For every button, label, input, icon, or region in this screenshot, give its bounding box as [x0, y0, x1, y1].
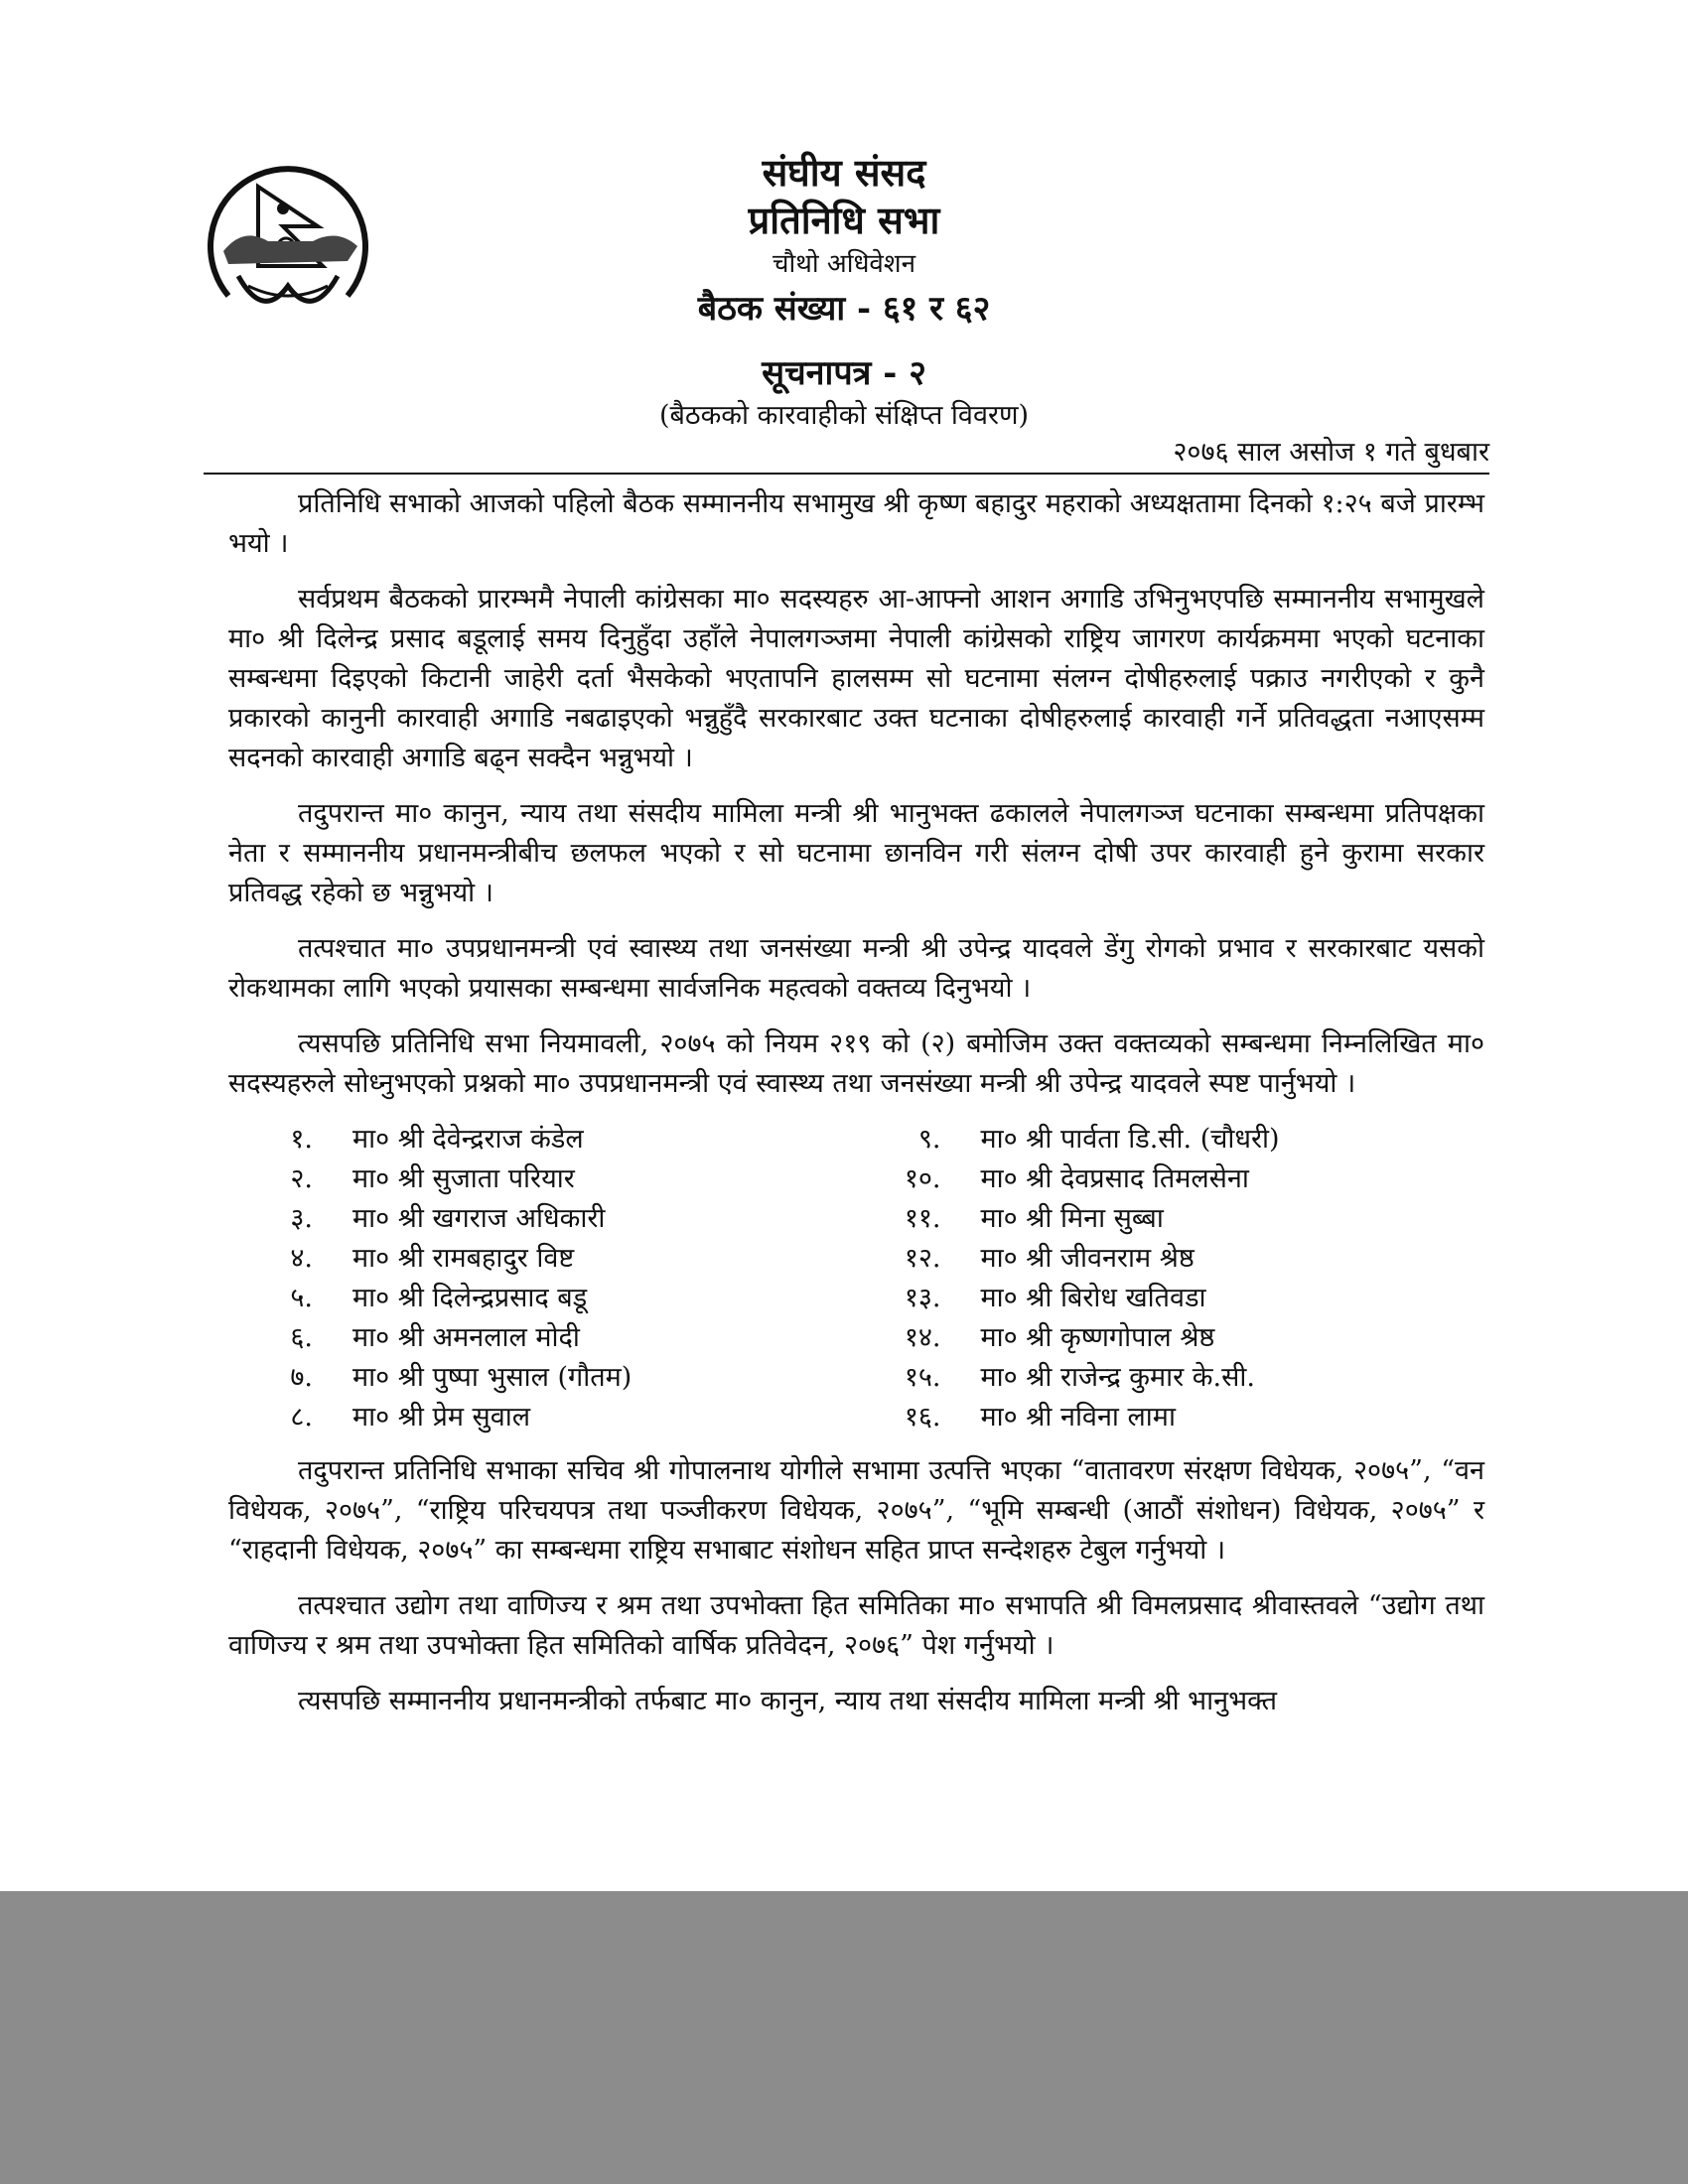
list-item: ६. मा० श्री अमनलाल मोदी	[290, 1322, 580, 1353]
list-item: ९. मा० श्री पार्वता डि.सी. (चौधरी)	[917, 1124, 1280, 1155]
list-item: १. मा० श्री देवेन्द्रराज कंडेल	[290, 1124, 584, 1155]
document-body	[228, 484, 1484, 1737]
members-column-left	[228, 1120, 857, 1437]
list-item: १०. मा० श्री देवप्रसाद तिमलसेना	[904, 1163, 1249, 1194]
paragraph-5: त्यसपछि प्रतिनिधि सभा नियमावली, २०७५ को नियम २१९ को (२) बमोजिम उक्त वक्तव्यको सम्बन्धमा निम्नलिखित मा० सदस्यहरुले सोध्नुभएको प्रश्नको मा० उपप्रधानमन्त्री एवं स्वास्थ्य तथा जनसंख्या मन्त्री श्री उपेन्द्र यादवले स्पष्ट पार्नुभयो ।	[228, 1028, 1484, 1099]
document-header	[556, 149, 1132, 334]
list-item: १३. मा० श्री बिरोध खतिवडा	[904, 1283, 1206, 1313]
header-session: चौथो अधिवेशन	[772, 249, 915, 279]
list-item: १२. मा० श्री जीवनराम श्रेष्ठ	[904, 1243, 1195, 1274]
members-column-right	[857, 1120, 1485, 1437]
paragraph-3: तदुपरान्त मा० कानुन, न्याय तथा संसदीय मामिला मन्त्री श्री भानुभक्त ढकालले नेपालगञ्ज घटनाका सम्बन्धमा प्रतिपक्षका नेता र सम्माननीय प्रधानमन्त्रीबीच छलफल भएको र सो घटनामा छानविन गरी संलग्न दोषी उपर कारवाही हुने कुरामा सरकार प्रतिवद्ध रहेको छ भन्नुभयो ।	[228, 798, 1484, 908]
paragraph-7: तत्पश्चात उद्योग तथा वाणिज्य र श्रम तथा उपभोक्ता हित समितिका मा० सभापति श्री विमलप्रसाद श्रीवास्तवले “उद्योग तथा वाणिज्य र श्रम तथा उपभोक्ता हित समितिको वार्षिक प्रतिवेदन, २०७६” पेश गर्नुभयो ।	[228, 1590, 1484, 1661]
paragraph-6: तदुपरान्त प्रतिनिधि सभाका सचिव श्री गोपालनाथ योगीले सभामा उत्पत्ति भएका “वातावरण संरक्षण विधेयक, २०७५”, “वन विधेयक, २०७५”, “राष्ट्रिय परिचयपत्र तथा पञ्जीकरण विधेयक, २०७५”, “भूमि सम्बन्धी (आठौं संशोधन) विधेयक, २०७५” र “राहदानी विधेयक, २०७५” का सम्बन्धमा राष्ट्रिय सभाबाट संशोधन सहित प्राप्त सन्देशहरु टेबुल गर्नुभयो ।	[228, 1455, 1484, 1566]
list-item: ८. मा० श्री प्रेम सुवाल	[290, 1402, 531, 1433]
list-item: ११. मा० श्री मिना सुब्बा	[904, 1203, 1164, 1234]
header-divider	[204, 473, 1489, 475]
list-item: १५. मा० श्री राजेन्द्र कुमार के.सी.	[904, 1362, 1255, 1393]
paragraph-2: सर्वप्रथम बैठकको प्रारम्भमै नेपाली कांग्रेसका मा० सदस्यहरु आ-आफ्नो आशन अगाडि उभिनुभएपछि सम्माननीय सभामुखले मा० श्री दिलेन्द्र प्रसाद बडूलाई समय दिनुहुँदा उहाँले नेपालगञ्जमा नेपाली कांग्रेसको राष्ट्रिय जागरण कार्यक्रममा भएको घटनाका सम्बन्धमा दिइएको किटानी जाहेरी दर्ता भैसकेको भएतापनि हालसम्म सो घटनामा संलग्न दोषीहरुलाई पक्राउ नगरीएको र कुनै प्रकारको कानुनी कारवाही अगाडि नबढाइएको भन्नुहुँदै सरकारबाट उक्त घटनाका दोषीहरुलाई कारवाही गर्ने प्रतिवद्धता नआएसम्म सदनको कारवाही अगाडि बढ्न सक्दैन भन्नुभयो ।	[228, 584, 1484, 773]
list-item: १४. मा० श्री कृष्णगोपाल श्रेष्ठ	[904, 1322, 1215, 1353]
notice-title: सूचनापत्र - २	[762, 353, 926, 393]
list-item: ७. मा० श्री पुष्पा भुसाल (गौतम)	[290, 1362, 633, 1393]
header-house: प्रतिनिधि सभा	[748, 198, 940, 242]
members-list	[228, 1120, 1484, 1437]
list-item: २. मा० श्री सुजाता परियार	[290, 1163, 575, 1194]
paragraph-4: तत्पश्चात मा० उपप्रधानमन्त्री एवं स्वास्थ्य तथा जनसंख्या मन्त्री श्री उपेन्द्र यादवले डेंगु रोगको प्रभाव र सरकारबाट यसको रोकथामका लागि भएको प्रयासका सम्बन्धमा सार्वजनिक महत्वको वक्तव्य दिनुभयो ।	[228, 933, 1484, 1004]
page-cutoff-overlay	[0, 1891, 1688, 2184]
list-item: ४. मा० श्री रामबहादुर विष्ट	[290, 1243, 575, 1274]
notice-heading	[556, 349, 1132, 435]
nepal-emblem-icon	[199, 147, 377, 326]
date-line: २०७६ साल असोज १ गते बुधबार	[1173, 437, 1489, 468]
header-meeting-number: बैठक संख्या - ६१ र ६२	[697, 289, 991, 329]
list-item: १६. मा० श्री नविना लामा	[904, 1402, 1176, 1433]
list-item: ५. मा० श्री दिलेन्द्रप्रसाद बडू	[290, 1283, 588, 1313]
paragraph-1: प्रतिनिधि सभाको आजको पहिलो बैठक सम्माननीय सभामुख श्री कृष्ण बहादुर महराको अध्यक्षतामा दिनको १:२५ बजे प्रारम्भ भयो ।	[228, 488, 1484, 559]
notice-subtitle: (बैठकको कारवाहीको संक्षिप्त विवरण)	[658, 400, 1030, 431]
header-parliament: संघीय संसद	[762, 150, 926, 195]
paragraph-8: त्यसपछि सम्माननीय प्रधानमन्त्रीको तर्फबाट मा० कानुन, न्याय तथा संसदीय मामिला मन्त्री श्री भानुभक्त	[298, 1686, 1277, 1716]
list-item: ३. मा० श्री खगराज अधिकारी	[290, 1203, 606, 1234]
